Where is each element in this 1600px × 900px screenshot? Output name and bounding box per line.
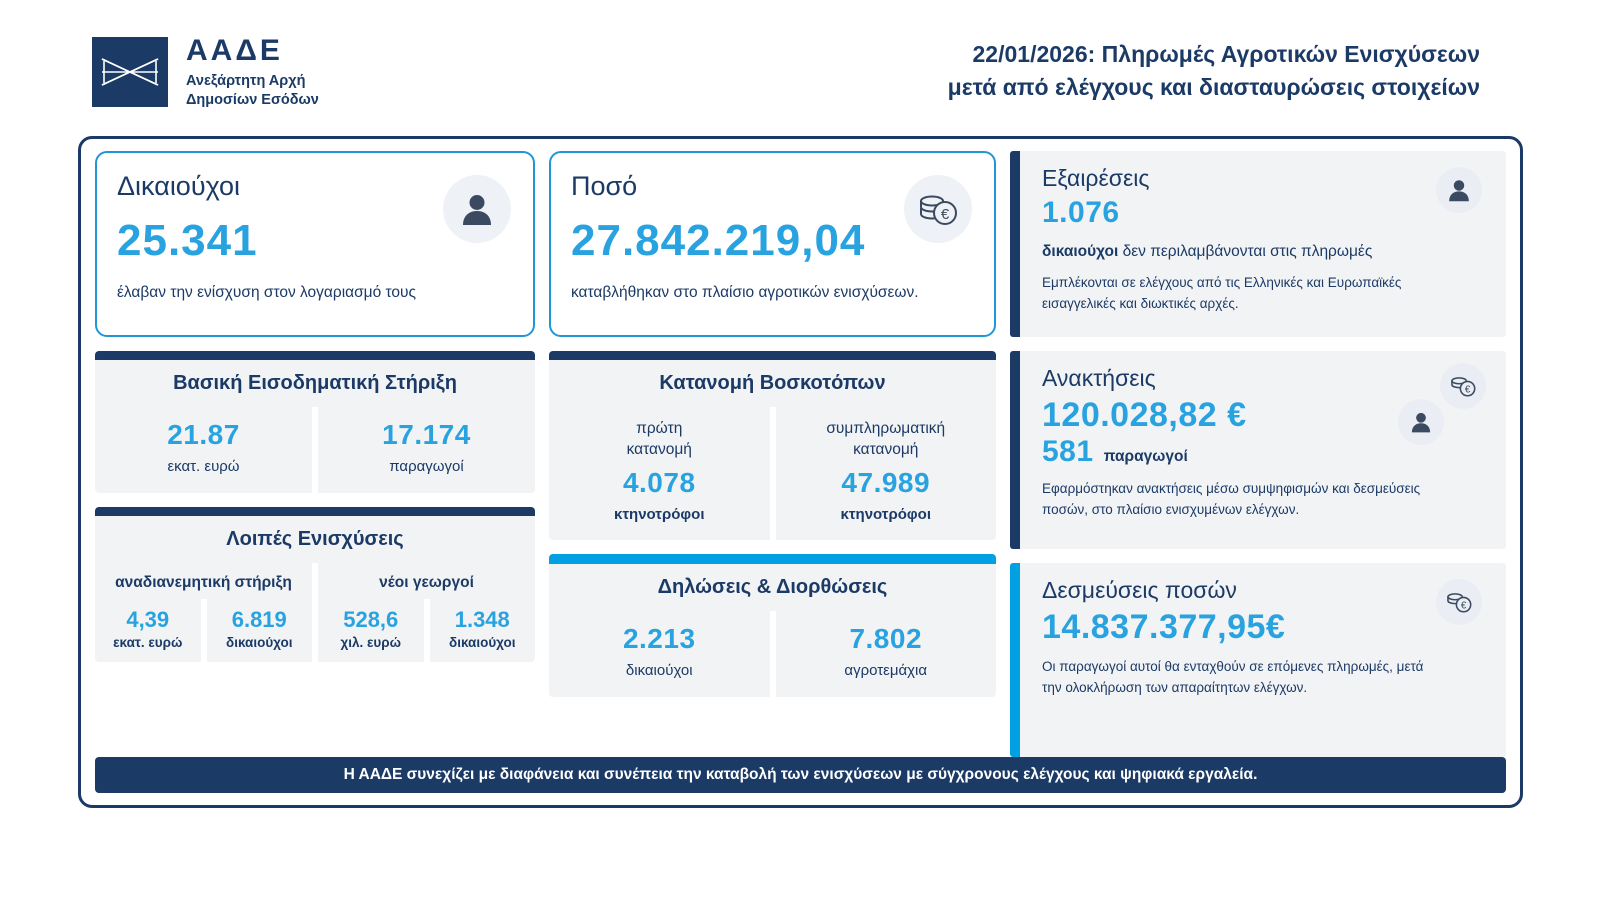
column-left [95, 151, 535, 771]
stat-cell [318, 599, 424, 662]
young-farmers-amount-label: χιλ. ευρώ [340, 634, 402, 650]
exclusions-value-row [1042, 196, 1436, 263]
stat-cell [549, 611, 770, 697]
declarations-title: Δηλώσεις & Διορθώσεις [549, 564, 996, 611]
coins-euro-icon [904, 175, 972, 243]
pasture-title: Κατανομή Βοσκοτόπων [549, 360, 996, 407]
logo-subtitle-line2: Δημοσίων Εσόδων [186, 92, 319, 109]
exclusions-text [1042, 240, 1372, 263]
exclusions-number: 1.076 [1042, 196, 1120, 229]
header [0, 0, 1600, 110]
exclusions-note: Εμπλέκονται σε ελέγχους από τις Ελληνικές και Ευρωπαϊκές εισαγγελικές και διωκτικές αρχές. [1042, 275, 1402, 312]
pasture-second-value: 47.989 [841, 466, 931, 498]
basic-income-amount-label: εκατ. ευρώ [167, 458, 240, 475]
other-aid-header-2: νέοι γεωργοί [318, 563, 535, 599]
stat-cell [207, 599, 313, 662]
main-board [78, 136, 1523, 808]
stat-cell [318, 407, 535, 493]
declarations-parcels: 7.802 [849, 623, 923, 655]
page-title [948, 34, 1480, 105]
pasture-first-value: 4.078 [622, 466, 696, 498]
declarations-beneficiaries: 2.213 [622, 623, 696, 655]
stat-cell [776, 407, 997, 540]
column-right [1010, 151, 1506, 771]
column-middle [549, 151, 996, 771]
declarations-parcels-label: αγροτεμάχια [844, 662, 928, 680]
panel-bar [95, 351, 535, 360]
recoveries-note: Εφαρμόστηκαν ανακτήσεις μέσω συμψηφισμών και δεσμεύσεις ποσών, στο πλαίσιο ενισχυμένων ελέγχων. [1042, 481, 1421, 517]
commitments-amount: 14.837.377,95€ [1042, 608, 1286, 646]
svg-text:€: € [1464, 384, 1471, 396]
page-title-line1: 22/01/2026: Πληρωμές Αγροτικών Ενισχύσεων [972, 41, 1480, 67]
amount-title: Ποσό [571, 171, 638, 201]
declarations-beneficiaries-label: δικαιούχοι [625, 662, 693, 680]
card-exclusions [1010, 151, 1506, 337]
commitments-title: Δεσμεύσεις ποσών [1042, 577, 1237, 603]
recoveries-title: Ανακτήσεις [1042, 365, 1156, 391]
panel-basic-income [95, 351, 535, 493]
exclusions-text-bold: δικαιούχοι [1042, 243, 1119, 260]
beneficiaries-title: Δικαιούχοι [117, 171, 241, 201]
panel-declarations [549, 554, 996, 697]
amount-caption: καταβλήθηκαν στο πλαίσιο αγροτικών ενισχύσεων. [571, 284, 919, 301]
footer-ribbon: Η ΑΑΔΕ συνεχίζει με διαφάνεια και συνέπεια την καταβολή των ενισχύσεων με σύγχρονους ελέγχους και ψηφιακά εργαλεία. [95, 757, 1506, 793]
panel-bar [549, 351, 996, 360]
pasture-second-header: συμπληρωματική κατανομή [826, 420, 946, 458]
stat-cell [430, 599, 536, 662]
basic-income-producers: 17.174 [382, 419, 471, 450]
page-title-line2: μετά από ελέγχους και διασταυρώσεις στοιχείων [947, 74, 1480, 101]
commitments-note: Οι παραγωγοί αυτοί θα ενταχθούν σε επόμενες πληρωμές, μετά την ολοκλήρωση των απαραίτητων ελέγχων. [1042, 659, 1424, 695]
stat-cell [95, 407, 312, 493]
stat-cell [95, 599, 201, 662]
redistributive-amount-label: εκατ. ευρώ [113, 634, 183, 650]
young-farmers-amount: 528,6 [343, 606, 399, 632]
svg-text:€: € [1460, 600, 1467, 612]
logo-subtitle-line1: Ανεξάρτητη Αρχή [186, 72, 306, 89]
pasture-first-label: κτηνοτρόφοι [613, 505, 705, 523]
recoveries-producers-label: παραγωγοί [1103, 448, 1188, 465]
pasture-first-header: πρώτη κατανομή [626, 420, 692, 458]
logo-title: ΑΑΔΕ [186, 34, 283, 67]
other-aid-cells [95, 599, 535, 662]
card-recoveries [1010, 351, 1506, 549]
other-aid-title: Λοιπές Ενισχύσεις [95, 516, 535, 563]
beneficiaries-value: 25.341 [117, 216, 258, 265]
pasture-cells [549, 407, 996, 540]
beneficiaries-caption: έλαβαν την ενίσχυση στον λογαριασμό τους [117, 284, 417, 301]
amount-value: 27.842.219,04 [571, 216, 866, 265]
coins-euro-icon [1436, 579, 1482, 625]
panel-other-aid [95, 507, 535, 662]
stat-cell [776, 611, 997, 697]
logo-text [186, 34, 319, 111]
logo-subtitle [186, 72, 319, 111]
card-beneficiaries [95, 151, 535, 337]
stat-cell [549, 407, 770, 540]
other-aid-headers [95, 563, 535, 599]
logo-block [92, 34, 319, 111]
basic-income-title: Βασική Εισοδηματική Στήριξη [95, 360, 535, 407]
panel-bar [95, 507, 535, 516]
recoveries-producers-row [1042, 435, 1436, 469]
basic-income-producers-label: παραγωγοί [389, 458, 464, 475]
basic-income-amount: 21.87 [167, 419, 240, 450]
other-aid-header-1: αναδιανεμητική στήριξη [95, 563, 312, 599]
card-amount [549, 151, 996, 337]
aade-logo-icon [92, 37, 168, 107]
young-farmers-beneficiaries-label: δικαιούχοι [449, 634, 516, 650]
exclusions-title: Εξαιρέσεις [1042, 165, 1150, 191]
person-icon [1398, 399, 1444, 445]
declarations-cells [549, 611, 996, 697]
person-icon [1436, 167, 1482, 213]
pasture-second-label: κτηνοτρόφοι [840, 505, 931, 523]
redistributive-beneficiaries-label: δικαιούχοι [226, 634, 293, 650]
panel-bar [549, 554, 996, 564]
basic-income-cells [95, 407, 535, 493]
board-columns [95, 151, 1506, 771]
panel-pasture [549, 351, 996, 540]
person-icon [443, 175, 511, 243]
redistributive-amount: 4,39 [126, 606, 170, 632]
recoveries-producers-count: 581 [1042, 435, 1094, 468]
redistributive-beneficiaries: 6.819 [231, 606, 287, 632]
svg-text:€: € [940, 206, 950, 223]
exclusions-text-rest: δεν περιλαμβάνονται στις πληρωμές [1122, 243, 1373, 260]
card-commitments [1010, 563, 1506, 757]
recoveries-amount: 120.028,82 € [1042, 396, 1247, 434]
coins-euro-icon [1440, 363, 1486, 409]
young-farmers-beneficiaries: 1.348 [454, 606, 510, 632]
